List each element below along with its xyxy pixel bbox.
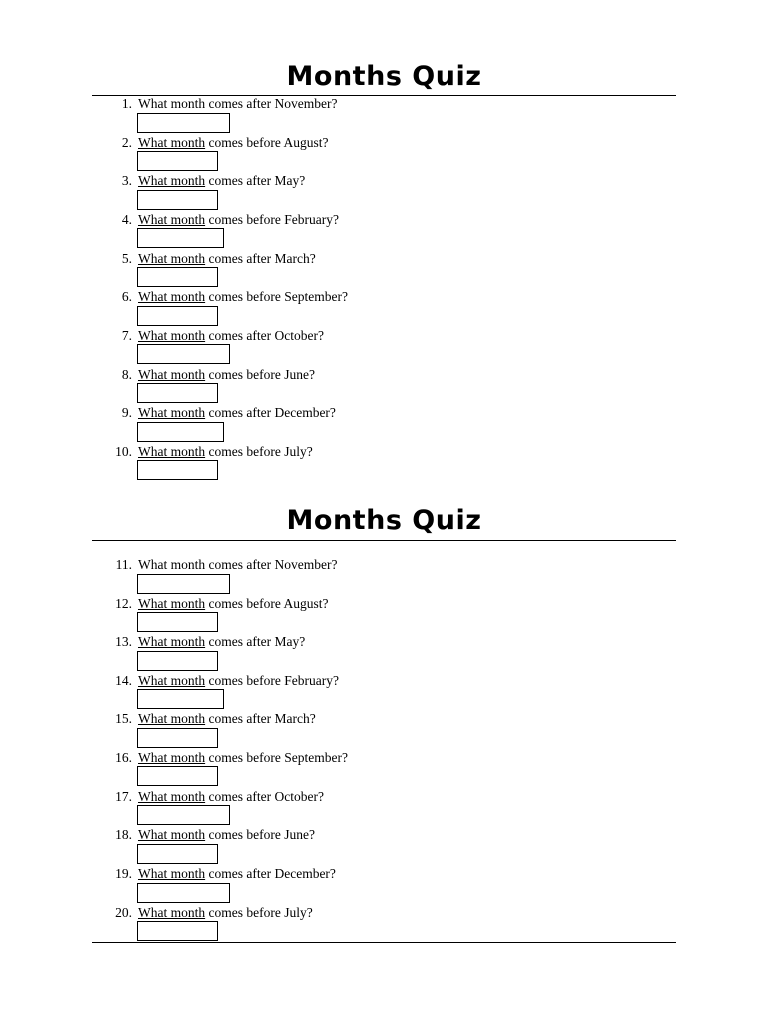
question-item <box>0 596 768 635</box>
question-text: What month comes before July? <box>138 905 313 920</box>
question-number: 16. <box>115 750 132 765</box>
answer-box[interactable] <box>137 612 218 632</box>
question-item <box>0 328 768 367</box>
answer-box[interactable] <box>137 460 218 480</box>
question-number: 10. <box>115 444 132 459</box>
question-item <box>0 789 768 828</box>
question-text: What month comes after October? <box>138 789 324 804</box>
question-text: What month comes before June? <box>138 827 315 842</box>
question-number: 13. <box>115 634 132 649</box>
question-text: What month comes before February? <box>138 673 339 688</box>
title-rule <box>92 540 676 541</box>
question-item <box>0 905 768 944</box>
answer-box[interactable] <box>137 921 218 941</box>
question-text: What month comes after March? <box>138 711 316 726</box>
answer-box[interactable] <box>137 728 218 748</box>
question-text: What month comes after March? <box>138 251 316 266</box>
question-text: What month comes after December? <box>138 405 336 420</box>
question-item <box>0 173 768 212</box>
question-item <box>0 673 768 712</box>
question-text: What month comes after November? <box>138 557 338 572</box>
question-text: What month comes before September? <box>138 289 348 304</box>
answer-box[interactable] <box>137 190 218 210</box>
answer-box[interactable] <box>137 844 218 864</box>
question-text: What month comes before February? <box>138 212 339 227</box>
question-item <box>0 444 768 483</box>
question-text: What month comes before August? <box>138 596 329 611</box>
question-item <box>0 827 768 866</box>
question-text: What month comes before August? <box>138 135 329 150</box>
answer-box[interactable] <box>137 689 224 709</box>
question-number: 8. <box>121 367 132 382</box>
question-text: What month comes before June? <box>138 367 315 382</box>
question-number: 2. <box>121 135 132 150</box>
quiz-title: Months Quiz <box>286 505 482 536</box>
question-item <box>0 711 768 750</box>
question-number: 9. <box>121 405 132 420</box>
answer-box[interactable] <box>137 151 218 171</box>
question-number: 14. <box>115 673 132 688</box>
answer-box[interactable] <box>137 344 230 364</box>
answer-box[interactable] <box>137 574 230 594</box>
question-number: 18. <box>115 827 132 842</box>
quiz-title: Months Quiz <box>286 61 482 92</box>
question-number: 15. <box>115 711 132 726</box>
question-number: 4. <box>121 212 132 227</box>
question-text: What month comes after May? <box>138 173 306 188</box>
question-item <box>0 289 768 328</box>
question-item <box>0 557 768 596</box>
question-number: 3. <box>121 173 132 188</box>
question-text: What month comes after December? <box>138 866 336 881</box>
question-item <box>0 866 768 905</box>
answer-box[interactable] <box>137 422 224 442</box>
question-text: What month comes before September? <box>138 750 348 765</box>
question-item <box>0 212 768 251</box>
answer-box[interactable] <box>137 113 230 133</box>
question-item <box>0 96 768 135</box>
answer-box[interactable] <box>137 383 218 403</box>
answer-box[interactable] <box>137 883 230 903</box>
answer-box[interactable] <box>137 306 218 326</box>
question-number: 1. <box>121 96 132 111</box>
answer-box[interactable] <box>137 228 224 248</box>
bottom-rule <box>92 942 676 943</box>
answer-box[interactable] <box>137 651 218 671</box>
question-number: 12. <box>115 596 132 611</box>
question-number: 5. <box>121 251 132 266</box>
question-text: What month comes after November? <box>138 96 338 111</box>
question-item <box>0 750 768 789</box>
question-item <box>0 367 768 406</box>
question-text: What month comes after May? <box>138 634 306 649</box>
answer-box[interactable] <box>137 805 230 825</box>
question-number: 7. <box>121 328 132 343</box>
question-text: What month comes before July? <box>138 444 313 459</box>
question-number: 17. <box>115 789 132 804</box>
question-number: 20. <box>115 905 132 920</box>
question-text: What month comes after October? <box>138 328 324 343</box>
question-number: 19. <box>115 866 132 881</box>
answer-box[interactable] <box>137 766 218 786</box>
answer-box[interactable] <box>137 267 218 287</box>
question-item <box>0 634 768 673</box>
question-number: 11. <box>115 557 132 572</box>
question-item <box>0 135 768 174</box>
question-number: 6. <box>121 289 132 304</box>
question-item <box>0 251 768 290</box>
question-item <box>0 405 768 444</box>
